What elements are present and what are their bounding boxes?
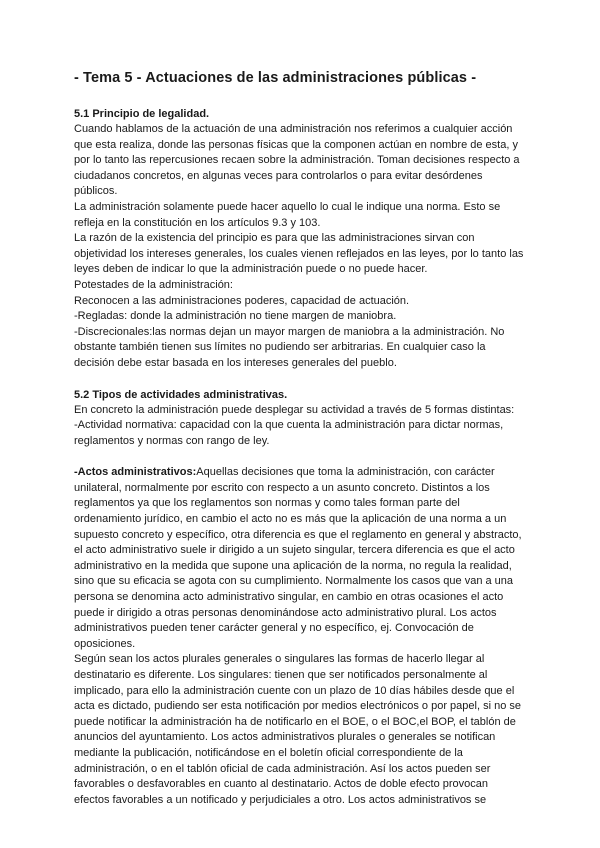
spacer	[74, 449, 526, 465]
paragraph: Potestades de la administración:	[74, 278, 233, 291]
section-heading-tipos: 5.2 Tipos de actividades administrativas.	[74, 388, 288, 401]
document-page	[74, 70, 526, 808]
actos-label: -Actos administrativos:	[74, 466, 197, 479]
paragraph: -Discrecionales:las normas dejan un mayor margen de maniobra a la administración. No obstante también tienen sus límites no pudiendo ser arbitrarias. En cualquier caso la decisión debe estar basada en los intereses generales del pueblo.	[74, 325, 505, 369]
paragraph: La razón de la existencia del principio es para que las administraciones sirvan con objetividad los intereses generales, los cuales vienen reflejados en las leyes, por lo tanto las leyes deben de indicar lo que la administración puede o no puede hacer.	[74, 232, 524, 276]
paragraph: Reconocen a las administraciones poderes, capacidad de actuación.	[74, 294, 410, 307]
spacer	[74, 372, 526, 387]
paragraph: Según sean los actos plurales generales o singulares las formas de hacerlo llegar al destinatario es diferente. Los singulares: tienen que ser notificados personalmente al implicado, para ello la administración cuente con un plazo de 10 días hábiles desde que el acta es dictado, pudiendo ser esta notificación por medios electrónicos o por papel, si no se puede notificar la administración ha de notificarlo en el BOE, o el BOC,el BOP, el tablón de anuncios del ayuntamiento. Los actos administrativos plurales o generales se notifican mediante la publicación, notificándose en el boletín oficial correspondiente de la administración, o en el tablón oficial de cada administración. Así los actos pueden ser favorables o desfavorables en cuanto al destinatario. Actos de doble efecto provocan efectos favorables a un notificado y perjudiciales a otro. Los actos administrativos se	[74, 653, 521, 806]
paragraph: -Actividad normativa: capacidad con la que cuenta la administración para dictar normas, reglamentos y normas con rango de ley.	[74, 419, 504, 447]
paragraph: -Regladas: donde la administración no tiene margen de maniobra.	[74, 310, 397, 323]
actos-text: Aquellas decisiones que toma la administración, con carácter unilateral, normalmente por escrito con respecto a un asunto concreto. Distintos a los reglamentos ya que los reglamentos son normas y como tales forman parte del ordenamiento jurídico, en cambio el acto no es más que la aplicación de una norma a un supuesto concreto y específico, otra diferencia es que el reglamento en general y abstracto, el acto administrativo suele ir dirigido a un sujeto singular, tercera diferencia es que el acto administrativo en la medida que supone una aplicación de la norma, no regula la realidad, sino que su eficacia se agota con su cumplimiento. Normalmente los casos que van a una persona se denomina acto administrativo singular, en cambio en otras ocasiones el acto puede ir dirigido a otras personas denominándose acto administrativo plural. Los actos administrativos pueden tener carácter general y no específico, ej. Convocación de oposiciones.	[74, 466, 522, 650]
paragraph: Cuando hablamos de la actuación de una administración nos referimos a cualquier acción que esta realiza, donde las personas físicas que la componen actúan en nombre de esta, y por lo tanto las repercusiones recaen sobre la administración. Toman decisiones respecto a ciudadanos concretos, en algunas veces para controlarlos o para evitar desórdenes públicos.	[74, 123, 520, 198]
page-title: - Tema 5 - Actuaciones de las administraciones públicas -	[74, 70, 477, 86]
section-heading-legalidad: 5.1 Principio de legalidad.	[74, 108, 210, 120]
paragraph: La administración solamente puede hacer aquello lo cual le indique una norma. Esto se refleja en la constitución en los artículos 9.3 y 103.	[74, 200, 501, 229]
actos-paragraph	[74, 465, 526, 652]
paragraph: En concreto la administración puede desplegar su actividad a través de 5 formas distintas:	[74, 403, 515, 416]
